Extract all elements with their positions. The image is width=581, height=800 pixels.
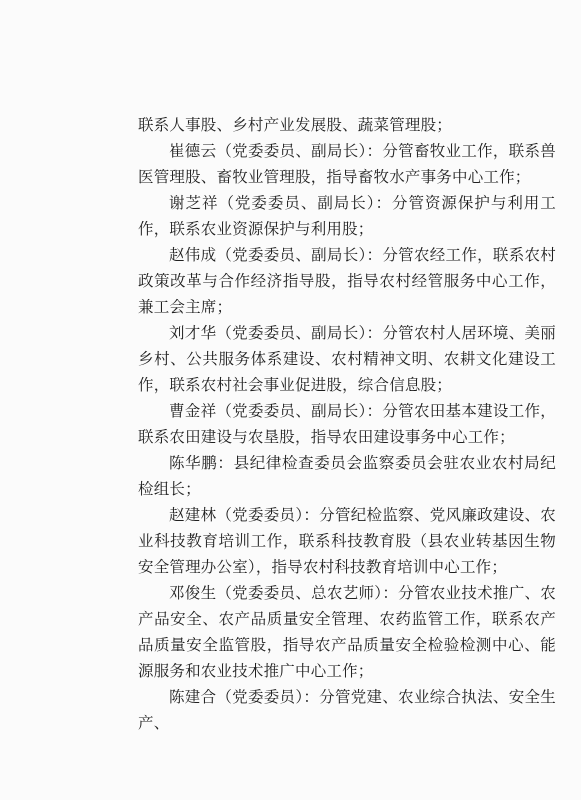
paragraph-chen-jianhe: 陈建合（党委委员）：分管党建、农业综合执法、安全生产、 xyxy=(138,688,556,732)
paragraph-continuation: 联系人事股、乡村产业发展股、蔬菜管理股； xyxy=(138,116,453,134)
paragraph-chen-huapeng: 陈华鹏：县纪律检查委员会监察委员会驻农业农村局纪检组长； xyxy=(138,454,556,498)
paragraph-cui-deyun: 崔德云（党委委员、副局长）：分管畜牧业工作，联系兽医管理股、畜牧业管理股，指导畜牧水产事务中心工作； xyxy=(138,142,556,186)
paragraph-cao-jinxiang: 曹金祥（党委委员、副局长）：分管农田基本建设工作，联系农田建设与农垦股，指导农田建设事务中心工作； xyxy=(138,402,556,446)
paragraph-xie-zhixiang: 谢芝祥（党委委员、副局长）：分管资源保护与利用工作，联系农业资源保护与利用股； xyxy=(138,194,556,238)
paragraph-liu-caihua: 刘才华（党委委员、副局长）：分管农村人居环境、美丽乡村、公共服务体系建设、农村精神文明、农耕文化建设工作，联系农村社会事业促进股，综合信息股； xyxy=(138,324,556,394)
paragraph-zhao-jianlin: 赵建林（党委委员）：分管纪检监察、党风廉政建设、农业科技教育培训工作，联系科技教育股（县农业转基因生物安全管理办公室），指导农村科技教育培训中心工作； xyxy=(138,506,556,576)
paragraph-zhao-weicheng: 赵伟成（党委委员、副局长）：分管农经工作，联系农村政策改革与合作经济指导股，指导农村经管服务中心工作，兼工会主席； xyxy=(138,246,556,316)
document-body xyxy=(138,112,556,736)
paragraph-deng-junsheng: 邓俊生（党委委员、总农艺师）：分管农业技术推广、农产品安全、农产品质量安全管理、农药监管工作，联系农产品质量安全监管股，指导农产品质量安全检验检测中心、能源服务和农业技术推广中心工作； xyxy=(138,584,556,680)
